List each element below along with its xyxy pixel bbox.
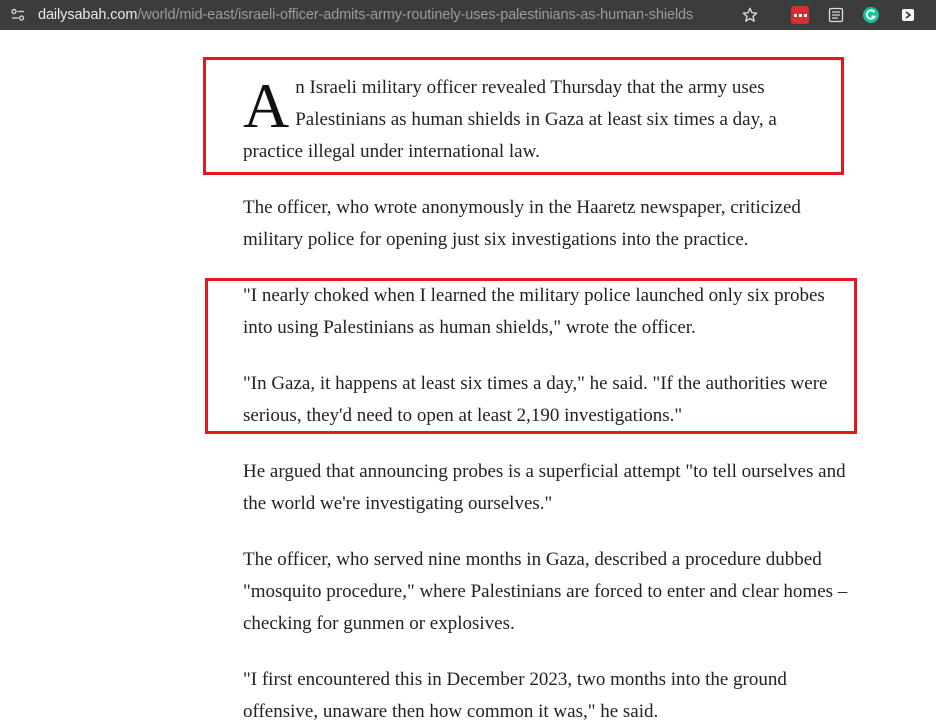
url-domain: dailysabah.com [38, 7, 138, 23]
bookmark-star-icon[interactable] [740, 5, 760, 25]
url-field[interactable] [38, 0, 693, 30]
red-extension-icon[interactable] [791, 6, 809, 24]
extension-icon[interactable] [899, 6, 917, 24]
article-paragraph: The officer, who served nine months in Gaza, described a procedure dubbed "mosquito procedure," where Palestinians are forced to enter and clear homes – checking for gunmen or explosives. [243, 549, 848, 634]
drop-cap: A [243, 70, 290, 141]
address-bar [0, 0, 936, 30]
article-paragraph: "In Gaza, it happens at least six times a day," he said. "If the authorities were serious, they'd need to open at least 2,190 investigations." [243, 373, 828, 426]
article-paragraph: "I nearly choked when I learned the military police launched only six probes into using Palestinians as human shields," wrote the officer. [243, 285, 825, 338]
article-paragraph: He argued that announcing probes is a superficial attempt "to tell ourselves and the world we're investigating ourselves." [243, 461, 846, 514]
article-paragraph: "I first encountered this in December 2023, two months into the ground offensive, unaware then how common it was," he said. [243, 669, 787, 722]
reader-mode-icon[interactable] [827, 6, 845, 24]
site-settings-icon[interactable] [10, 7, 26, 23]
article-paragraph: The officer, who wrote anonymously in the Haaretz newspaper, criticized military police for opening just six investigations into the practice. [243, 197, 801, 250]
lead-text: n Israeli military officer revealed Thursday that the army uses Palestinians as human shields in Gaza at least six times a day, a practice illegal under international law. [243, 77, 777, 162]
grammarly-icon[interactable] [862, 6, 880, 24]
url-path: /world/mid-east/israeli-officer-admits-army-routinely-uses-palestinians-as-human-shields [137, 7, 694, 23]
article-paragraph-lead [243, 72, 803, 168]
